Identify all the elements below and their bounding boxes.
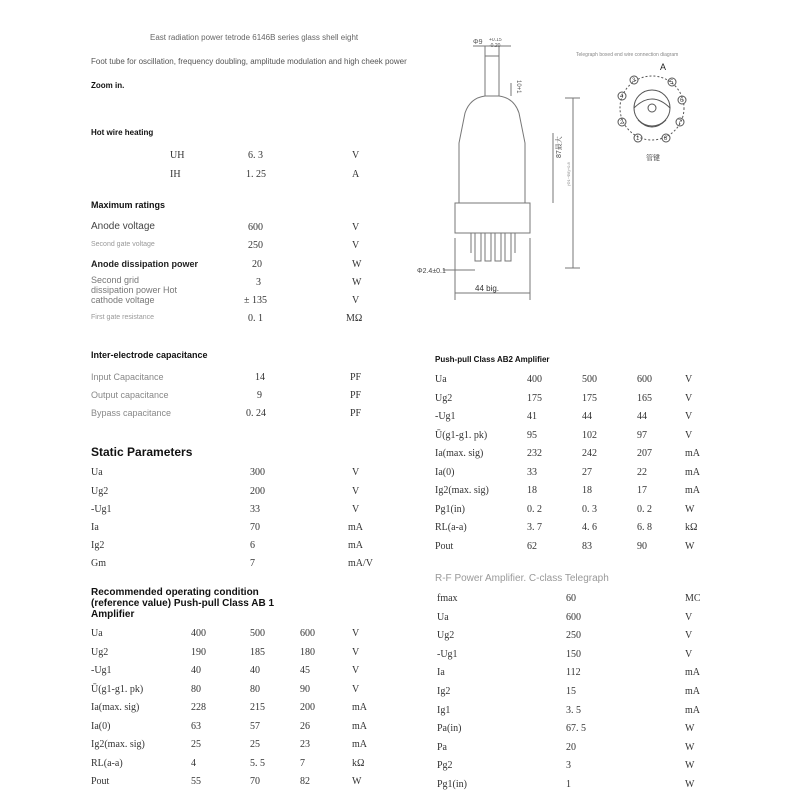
capacitance-value: 9: [257, 390, 262, 401]
max-rating-label: dissipation power Hot: [91, 285, 178, 295]
dim-cap: 10+1: [515, 80, 521, 94]
ab2-value: 97: [637, 430, 647, 441]
ab2-value: 232: [527, 448, 542, 459]
ab2-value: 4. 6: [582, 522, 597, 533]
pin-6: 2: [620, 120, 624, 126]
pin-diagram-title: Telegraph boxed end wire connection diagram: [576, 52, 679, 58]
tube-outline-diagram: [415, 38, 590, 303]
hot-wire-label: UH: [170, 150, 185, 161]
ab2-unit: V: [685, 411, 693, 422]
rf-value: 112: [566, 667, 581, 678]
max-rating-label: First gate resistance: [91, 314, 155, 321]
rf-label: Ua: [437, 612, 449, 623]
capacitance-label: Bypass capacitance: [91, 408, 172, 418]
hot-wire-label: IH: [170, 169, 181, 180]
ab1-label: Ia(max. sig): [91, 702, 140, 713]
ab1-value: 185: [250, 647, 265, 658]
static-value: 33: [250, 504, 260, 515]
rf-label: Pa: [437, 742, 447, 753]
static-label: Gm: [91, 558, 106, 569]
ab2-value: 33: [527, 467, 537, 478]
ab2-label: Ig2(max. sig): [435, 485, 489, 496]
static-value: 200: [250, 486, 265, 497]
ab1-unit: mA: [352, 702, 367, 713]
ab1-unit: mA: [352, 739, 367, 750]
pin-8: 3: [632, 78, 636, 84]
ab2-value: 175: [527, 393, 542, 404]
ab2-value: 400: [527, 374, 542, 385]
static-unit: mA/V: [348, 558, 373, 569]
pin-1: 5: [670, 80, 674, 86]
ab2-unit: W: [685, 541, 695, 552]
static-label: Ug2: [91, 486, 109, 497]
max-rating-label: cathode voltage: [91, 295, 155, 305]
rf-value: 250: [566, 630, 581, 641]
rf-label: -Ug1: [437, 649, 458, 660]
ab1-value: 40: [191, 665, 201, 676]
ab2-value: 18: [527, 485, 537, 496]
ab1-value: 82: [300, 776, 310, 787]
pin-5: 1: [636, 136, 640, 142]
ab1-value: 90: [300, 684, 310, 695]
ab2-unit: V: [685, 430, 693, 441]
rf-unit: W: [685, 760, 695, 771]
rf-value: 600: [566, 612, 581, 623]
ab2-value: 242: [582, 448, 597, 459]
ab2-value: 18: [582, 485, 592, 496]
pin-key-label: 管键: [646, 155, 660, 162]
rf-title: R-F Power Amplifier. C-class Telegraph: [435, 573, 609, 584]
rf-unit: W: [685, 742, 695, 753]
capacitance-value: 0. 24: [246, 408, 266, 419]
max-rating-label: Anode dissipation power: [91, 259, 199, 269]
rf-value: 60: [566, 593, 576, 604]
max-rating-unit: W: [352, 277, 362, 288]
ab2-unit: W: [685, 504, 695, 515]
rf-value: 1: [566, 779, 571, 790]
pin-2: 6: [680, 98, 684, 104]
ab1-label: RL(a-a): [91, 758, 123, 769]
max-rating-unit: V: [352, 240, 360, 251]
rf-unit: MC: [685, 593, 701, 604]
ab2-value: 44: [637, 411, 647, 422]
ab1-value: 70: [250, 776, 260, 787]
dim-top: Φ9: [473, 39, 483, 46]
rf-unit: mA: [685, 705, 700, 716]
ab1-unit: kΩ: [352, 758, 365, 769]
ab2-unit: V: [685, 393, 693, 404]
static-label: -Ug1: [91, 504, 112, 515]
ab2-value: 41: [527, 411, 537, 422]
ab1-value: 228: [191, 702, 206, 713]
ab1-label: Ia(0): [91, 721, 111, 732]
static-unit: V: [352, 467, 360, 478]
ab1-value: 5. 5: [250, 758, 265, 769]
ab2-value: 27: [582, 467, 592, 478]
dim-height: 87最大: [556, 136, 563, 158]
ab1-value: 80: [250, 684, 260, 695]
ab2-value: 600: [637, 374, 652, 385]
pin-anode-label: A: [660, 62, 667, 72]
static-value: 7: [250, 558, 255, 569]
rf-value: 3. 5: [566, 705, 581, 716]
ab1-value: 63: [191, 721, 201, 732]
dim-base: 44 big.: [475, 284, 500, 293]
ab1-value: 215: [250, 702, 265, 713]
max-rating-unit: V: [352, 295, 360, 306]
ab1-unit: V: [352, 684, 360, 695]
ab1-label: Ug2: [91, 647, 109, 658]
ab1-title: Recommended operating condition (reference value) Push-pull Class AB 1 Amplifier: [91, 587, 275, 620]
pin-3: 7: [678, 120, 682, 126]
dim-tol-bot: -0.20: [489, 43, 501, 49]
hot-wire-value: 1. 25: [246, 169, 266, 180]
ab1-value: 45: [300, 665, 310, 676]
ab1-unit: mA: [352, 721, 367, 732]
rf-unit: W: [685, 723, 695, 734]
ab1-value: 25: [191, 739, 201, 750]
ab1-label: Ū(g1-g1. pk): [91, 684, 144, 695]
page-title: East radiation power tetrode 6146B series glass shell eight: [150, 33, 359, 42]
rf-value: 20: [566, 742, 576, 753]
ab1-unit: W: [352, 776, 362, 787]
static-label: Ig2: [91, 540, 105, 551]
ab2-unit: mA: [685, 485, 700, 496]
pin-connection-diagram: [612, 60, 694, 165]
ab2-label: Pout: [435, 541, 454, 552]
rf-label: Pa(in): [437, 723, 462, 734]
rf-value: 150: [566, 649, 581, 660]
ab2-label: -Ug1: [435, 411, 456, 422]
ab2-label: Ū(g1-g1. pk): [435, 430, 488, 441]
rf-unit: mA: [685, 667, 700, 678]
pin-4: 8: [664, 136, 668, 142]
ab2-unit: kΩ: [685, 522, 698, 533]
static-unit: V: [352, 486, 360, 497]
ab2-label: RL(a-a): [435, 522, 467, 533]
ab2-value: 6. 8: [637, 522, 652, 533]
ab1-value: 40: [250, 665, 260, 676]
capacitance-unit: PF: [350, 390, 362, 401]
ab1-value: 400: [191, 628, 206, 639]
ab2-value: 3. 7: [527, 522, 542, 533]
rf-value: 3: [566, 760, 571, 771]
ab1-value: 26: [300, 721, 310, 732]
ab2-value: 102: [582, 430, 597, 441]
ab2-value: 0. 3: [582, 504, 597, 515]
rf-unit: mA: [685, 686, 700, 697]
max-rating-unit: MΩ: [346, 313, 363, 324]
max-rating-value: 3: [256, 277, 261, 288]
ab1-value: 55: [191, 776, 201, 787]
ab2-label: Pg1(in): [435, 504, 465, 515]
ab2-unit: mA: [685, 448, 700, 459]
rf-unit: V: [685, 649, 693, 660]
rf-label: Ia: [437, 667, 445, 678]
rf-label: Ig2: [437, 686, 451, 697]
ab1-value: 7: [300, 758, 305, 769]
ab2-label: Ug2: [435, 393, 453, 404]
max-rating-value: ± 135: [244, 295, 267, 306]
rf-label: fmax: [437, 593, 458, 604]
ab1-value: 500: [250, 628, 265, 639]
static-value: 6: [250, 540, 255, 551]
page-subtitle: Foot tube for oscillation, frequency doubling, amplitude modulation and high cheek power: [91, 57, 407, 66]
max-rating-value: 0. 1: [248, 313, 263, 324]
capacitance-unit: PF: [350, 372, 362, 383]
static-value: 70: [250, 522, 260, 533]
ab1-label: Pout: [91, 776, 110, 787]
ab2-label: Ua: [435, 374, 447, 385]
ab1-value: 190: [191, 647, 206, 658]
ab2-value: 95: [527, 430, 537, 441]
max-rating-unit: W: [352, 259, 362, 270]
ab1-unit: V: [352, 628, 360, 639]
ab1-value: 25: [250, 739, 260, 750]
rf-unit: V: [685, 630, 693, 641]
hot-wire-value: 6. 3: [248, 150, 263, 161]
dim-tol-top: +0.15: [489, 38, 502, 43]
ab2-value: 83: [582, 541, 592, 552]
zoom-label[interactable]: Zoom in.: [91, 81, 125, 90]
max-rating-value: 600: [248, 222, 263, 233]
ab2-value: 0. 2: [527, 504, 542, 515]
hot-wire-unit: A: [352, 169, 360, 180]
dim-small: (Φ1~Φ8)+0.8: [566, 162, 571, 186]
rf-value: 15: [566, 686, 576, 697]
max-ratings-title: Maximum ratings: [91, 200, 166, 210]
static-unit: mA: [348, 540, 363, 551]
rf-unit: V: [685, 612, 693, 623]
rf-label: Pg2: [437, 760, 453, 771]
static-value: 300: [250, 467, 265, 478]
max-rating-value: 20: [252, 259, 262, 270]
max-rating-label: Second grid: [91, 275, 140, 285]
ab2-value: 62: [527, 541, 537, 552]
ab1-value: 600: [300, 628, 315, 639]
ab2-value: 175: [582, 393, 597, 404]
hot-wire-unit: V: [352, 150, 360, 161]
ab2-value: 500: [582, 374, 597, 385]
rf-label: Pg1(in): [437, 779, 467, 790]
ab2-value: 22: [637, 467, 647, 478]
rf-label: Ug2: [437, 630, 455, 641]
ab1-value: 80: [191, 684, 201, 695]
rf-label: Ig1: [437, 705, 451, 716]
ab1-value: 180: [300, 647, 315, 658]
hot-wire-title: Hot wire heating: [91, 128, 154, 137]
static-label: Ua: [91, 467, 103, 478]
static-label: Ia: [91, 522, 99, 533]
ab2-value: 165: [637, 393, 652, 404]
ab2-value: 44: [582, 411, 592, 422]
ab1-value: 200: [300, 702, 315, 713]
max-rating-label: Anode voltage: [91, 221, 155, 232]
ab2-title: Push-pull Class AB2 Amplifier: [435, 355, 550, 364]
ab1-value: 4: [191, 758, 196, 769]
rf-value: 67. 5: [566, 723, 586, 734]
ab1-label: -Ug1: [91, 665, 112, 676]
ab2-unit: mA: [685, 467, 700, 478]
ab2-value: 90: [637, 541, 647, 552]
rf-unit: W: [685, 779, 695, 790]
capacitance-value: 14: [255, 372, 265, 383]
ab2-value: 207: [637, 448, 652, 459]
dim-pin: Φ2.4±0.1: [417, 268, 446, 275]
max-rating-value: 250: [248, 240, 263, 251]
static-title: Static Parameters: [91, 445, 193, 459]
ab2-value: 17: [637, 485, 647, 496]
pin-7: 4: [620, 94, 624, 100]
ab1-unit: V: [352, 647, 360, 658]
max-rating-unit: V: [352, 222, 360, 233]
ab1-unit: V: [352, 665, 360, 676]
ab1-value: 23: [300, 739, 310, 750]
ab2-label: Ia(0): [435, 467, 455, 478]
capacitance-label: Input Capacitance: [91, 372, 164, 382]
ab1-label: Ua: [91, 628, 103, 639]
ab1-label: Ig2(max. sig): [91, 739, 145, 750]
static-unit: mA: [348, 522, 363, 533]
ab2-label: Ia(max. sig): [435, 448, 484, 459]
static-unit: V: [352, 504, 360, 515]
max-rating-label: Second gate voltage: [91, 241, 155, 248]
capacitance-unit: PF: [350, 408, 362, 419]
ab2-value: 0. 2: [637, 504, 652, 515]
capacitance-title: Inter-electrode capacitance: [91, 350, 208, 360]
ab1-value: 57: [250, 721, 260, 732]
capacitance-label: Output capacitance: [91, 390, 169, 400]
ab2-unit: V: [685, 374, 693, 385]
